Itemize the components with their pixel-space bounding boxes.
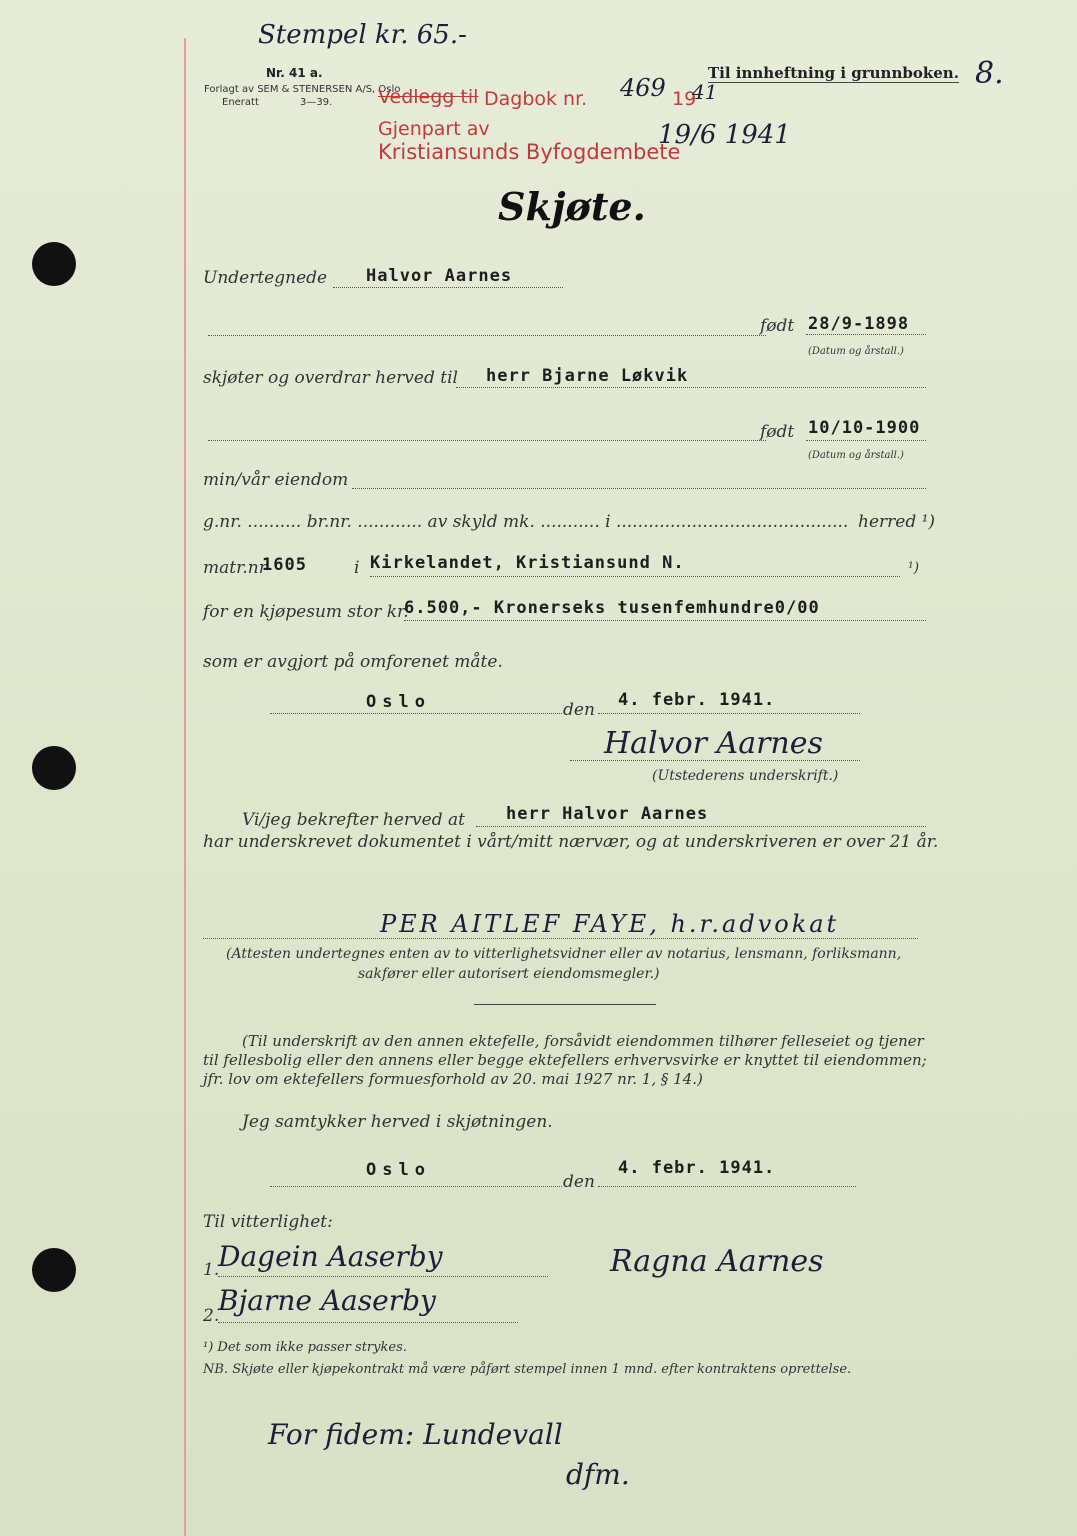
footnote-nb: NB. Skjøte eller kjøpekontrakt må være påført stempel innen 1 mnd. efter kontraktens oprettelse.	[203, 1362, 852, 1377]
label-underskrevet: har underskrevet dokumentet i vårt/mitt nærvær, og at underskriveren er over 21 år.	[203, 832, 939, 852]
dagbok-year-suffix: 41	[692, 80, 718, 104]
label-den-2: den	[563, 1172, 595, 1192]
value-buyer-name: herr Bjarne Løkvik	[486, 366, 689, 386]
binder-hole-top	[32, 242, 76, 286]
dots-attest-name	[476, 826, 926, 827]
dots-seller-born	[208, 335, 766, 336]
caption-utstederens: (Utstederens underskrift.)	[652, 768, 839, 784]
label-skjoter: skjøter og overdrar herved til	[203, 368, 458, 388]
value-place-1: Oslo	[366, 692, 431, 712]
spouse-note-3: jfr. lov om ektefellers formuesforhold av 20. mai 1927 nr. 1, § 14.)	[203, 1070, 703, 1088]
dots-place-1	[270, 713, 562, 714]
label-fodt-buyer: født	[760, 422, 795, 442]
dots-buyer-born-end	[806, 440, 926, 441]
dagbok-year-prefix: 19	[672, 88, 697, 110]
form-number: Nr. 41 a.	[266, 66, 323, 80]
label-herred: herred ¹)	[858, 512, 936, 532]
dagbok-number: 469	[620, 74, 666, 102]
label-i: i	[354, 558, 360, 578]
value-place-2: Oslo	[366, 1160, 431, 1180]
value-date-2: 4. febr. 1941.	[618, 1158, 776, 1178]
spouse-note-1: (Til underskrift av den annen ektefelle, forsåvidt eiendommen tilhører felleseiet og tjener	[242, 1032, 924, 1050]
value-location: Kirkelandet, Kristiansund N.	[370, 553, 685, 573]
stamp-note-handwritten: Stempel kr. 65.-	[258, 20, 467, 50]
witness-2-number: 2.	[203, 1306, 220, 1326]
dots-undertegnede	[333, 287, 563, 288]
court-date-handwritten: 19/6 1941	[658, 120, 791, 150]
witness-signature: PER AITLEF FAYE, h.r.advokat	[380, 910, 840, 938]
value-price: 6.500,- Kronerseks tusenfemhundre0/00	[404, 598, 820, 618]
dots-buyer	[456, 387, 926, 388]
dots-date-2	[598, 1186, 856, 1187]
caption-datum-1: (Datum og årstall.)	[808, 346, 904, 357]
seller-signature: Halvor Aarnes	[604, 726, 823, 761]
label-avgjort: som er avgjort på omforenet måte.	[203, 652, 503, 672]
dots-seller-born-end	[806, 334, 926, 335]
dots-place-2	[270, 1186, 562, 1187]
label-bekrefter: Vi/jeg bekrefter herved at	[242, 810, 465, 830]
til-innheftning: Til innheftning i grunnboken.	[708, 64, 959, 82]
witness-2-signature: Bjarne Aaserby	[218, 1284, 436, 1317]
publisher-date: 3—39.	[300, 97, 333, 108]
label-eiendom: min/vår eiendom	[203, 470, 349, 490]
value-matrnr: 1605	[262, 555, 307, 575]
dots-witness-2	[218, 1322, 518, 1323]
dots-seller-signature	[570, 760, 860, 761]
label-vitterlighet: Til vitterlighet:	[203, 1212, 333, 1232]
label-den-1: den	[563, 700, 595, 720]
dots-price	[404, 620, 926, 621]
label-kjopesum: for en kjøpesum stor kr.	[203, 602, 409, 622]
gjenpart-label: Gjenpart av	[378, 118, 490, 140]
label-matrnr: matr.nr	[203, 558, 267, 578]
value-buyer-born: 10/10-1900	[808, 418, 921, 438]
separator	[474, 1004, 656, 1005]
dots-buyer-born	[208, 440, 766, 441]
dots-witness	[203, 938, 918, 939]
attest-note-1: (Attesten undertegnes enten av to vitterlighetsvidner eller av notarius, lensmann, forliksmann,	[226, 946, 902, 962]
dagbok-label: Dagbok nr.	[484, 88, 588, 110]
binder-hole-bottom	[32, 1248, 76, 1292]
value-attest-name: herr Halvor Aarnes	[506, 804, 709, 824]
dots-eiendom	[352, 488, 926, 489]
dots-witness-1	[218, 1276, 548, 1277]
value-seller-born: 28/9-1898	[808, 314, 910, 334]
publisher-eneratt: Eneratt	[222, 97, 259, 108]
label-gnr-line: g.nr. .......... br.nr. ............ av skyld mk. ........... i ...........................................	[203, 512, 849, 532]
court-name: Kristiansunds Byfogdembete	[378, 140, 681, 164]
witness-1-number: 1.	[203, 1260, 220, 1280]
dots-location	[370, 576, 900, 577]
label-fodt-seller: født	[760, 316, 795, 336]
page-number-handwritten: 8.	[975, 56, 1004, 91]
footnote-ref-1: ¹)	[908, 560, 920, 576]
caption-datum-2: (Datum og årstall.)	[808, 450, 904, 461]
value-date-1: 4. febr. 1941.	[618, 690, 776, 710]
publisher-line: Forlagt av SEM & STENERSEN A/S, Oslo	[204, 84, 401, 95]
vedlegg-struck: Vedlegg til	[378, 86, 479, 108]
attest-note-2: sakfører eller autorisert eiendomsmegler.)	[358, 966, 660, 982]
spouse-note-2: til fellesbolig eller den annens eller begge ektefellers erhvervsvirke er knyttet til eiendommen;	[203, 1051, 927, 1069]
witness-1-signature: Dagein Aaserby	[218, 1240, 443, 1273]
dots-date-1	[598, 713, 860, 714]
label-samtykker: Jeg samtykker herved i skjøtningen.	[242, 1112, 553, 1132]
document-title: Skjøte.	[498, 184, 646, 229]
binder-hole-middle	[32, 746, 76, 790]
margin-line	[184, 38, 186, 1536]
label-undertegnede: Undertegnede	[203, 268, 328, 288]
spouse-signature: Ragna Aarnes	[610, 1244, 824, 1279]
value-seller-name: Halvor Aarnes	[366, 266, 513, 286]
registrar-signature-2: dfm.	[566, 1458, 630, 1491]
footnote-1: ¹) Det som ikke passer strykes.	[203, 1340, 407, 1355]
registrar-signature-1: For fidem: Lundevall	[268, 1418, 563, 1451]
